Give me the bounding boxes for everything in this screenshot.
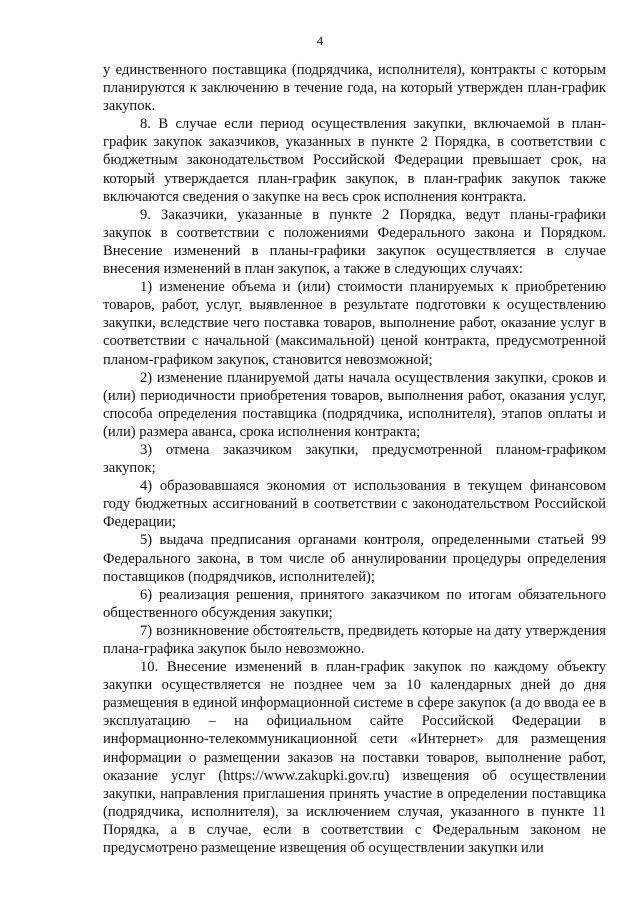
subitem-1: 1) изменение объема и (или) стоимости планируемых к приобретению товаров, работ, услуг, выявленное в результате подготовки к осуществлению закупки, вследствие чего поставка товаров, выполнение работ, оказание услуг в соответствии с начальной (максимальной) ценой контракта, предусмотренной планом-графиком закупок, становится невозможной;	[103, 279, 606, 368]
subitem-5: 5) выдача предписания органами контроля, определенными статьей 99 Федерального закона, в том числе об аннулировании процедуры определения поставщиков (подрядчиков, исполнителей);	[103, 532, 606, 585]
paragraph-item-10: 10. Внесение изменений в план-график закупок по каждому объекту закупки осуществляется не позднее чем за 10 календарных дней до дня размещения в единой информационной системе в сфере закупок (а до ввода ее в эксплуатацию – на официальном сайте Российской Федерации в информационно-телекоммуникационной сети «Интернет» для размещения информации о размещении заказов на поставки товаров, выполнение работ, оказание услуг (https://www.zakupki.gov.ru) извещения об осуществлении закупки, направления приглашения принять участие в определении поставщика (подрядчика, исполнителя), за исключением случая, указанного в пункте 11 Порядка, а в случае, если в соответствии с Федеральным законом не предусмотрено размещение извещения об осуществлении закупки или	[103, 659, 606, 857]
subitem-2: 2) изменение планируемой даты начала осуществления закупки, сроков и (или) периодичности приобретения товаров, выполнения работ, оказания услуг, способа определения поставщика (подрядчика, исполнителя), этапов оплаты и (или) размера аванса, срока исполнения контракта;	[103, 369, 606, 440]
paragraph-item-8: 8. В случае если период осуществления закупки, включаемой в план-график закупок заказчиков, указанных в пункте 2 Порядка, в соответствии с бюджетным законодательством Российской Федерации превышает срок, на который утверждается план-график закупок, в план-график закупок также включаются сведения о закупке на весь срок исполнения контракта.	[103, 116, 606, 205]
subitem-3: 3) отмена заказчиком закупки, предусмотренной планом-графиком закупок;	[103, 441, 606, 477]
document-body	[103, 61, 606, 857]
subitem-7: 7) возникновение обстоятельств, предвидеть которые на дату утверждения плана-графика закупок было невозможно.	[103, 622, 606, 657]
paragraph-continuation: у единственного поставщика (подрядчика, исполнителя), контракты с которым планируются к заключению в течение года, на который утвержден план-график закупок.	[103, 62, 606, 115]
paragraph-item-9: 9. Заказчики, указанные в пункте 2 Порядка, ведут планы-графики закупок в соответствии с положениями Федерального закона и Порядком. Внесение изменений в планы-графики закупок осуществляется в случае внесения изменений в план закупок, а также в следующих случаях:	[103, 206, 606, 278]
subitem-6: 6) реализация решения, принятого заказчиком по итогам обязательного общественного обсуждения закупки;	[103, 586, 606, 621]
page-number: 4	[316, 33, 324, 48]
subitem-4: 4) образовавшаяся экономия от использования в текущем финансовом году бюджетных ассигнований в соответствии с законодательством Российской Федерации;	[103, 478, 606, 531]
